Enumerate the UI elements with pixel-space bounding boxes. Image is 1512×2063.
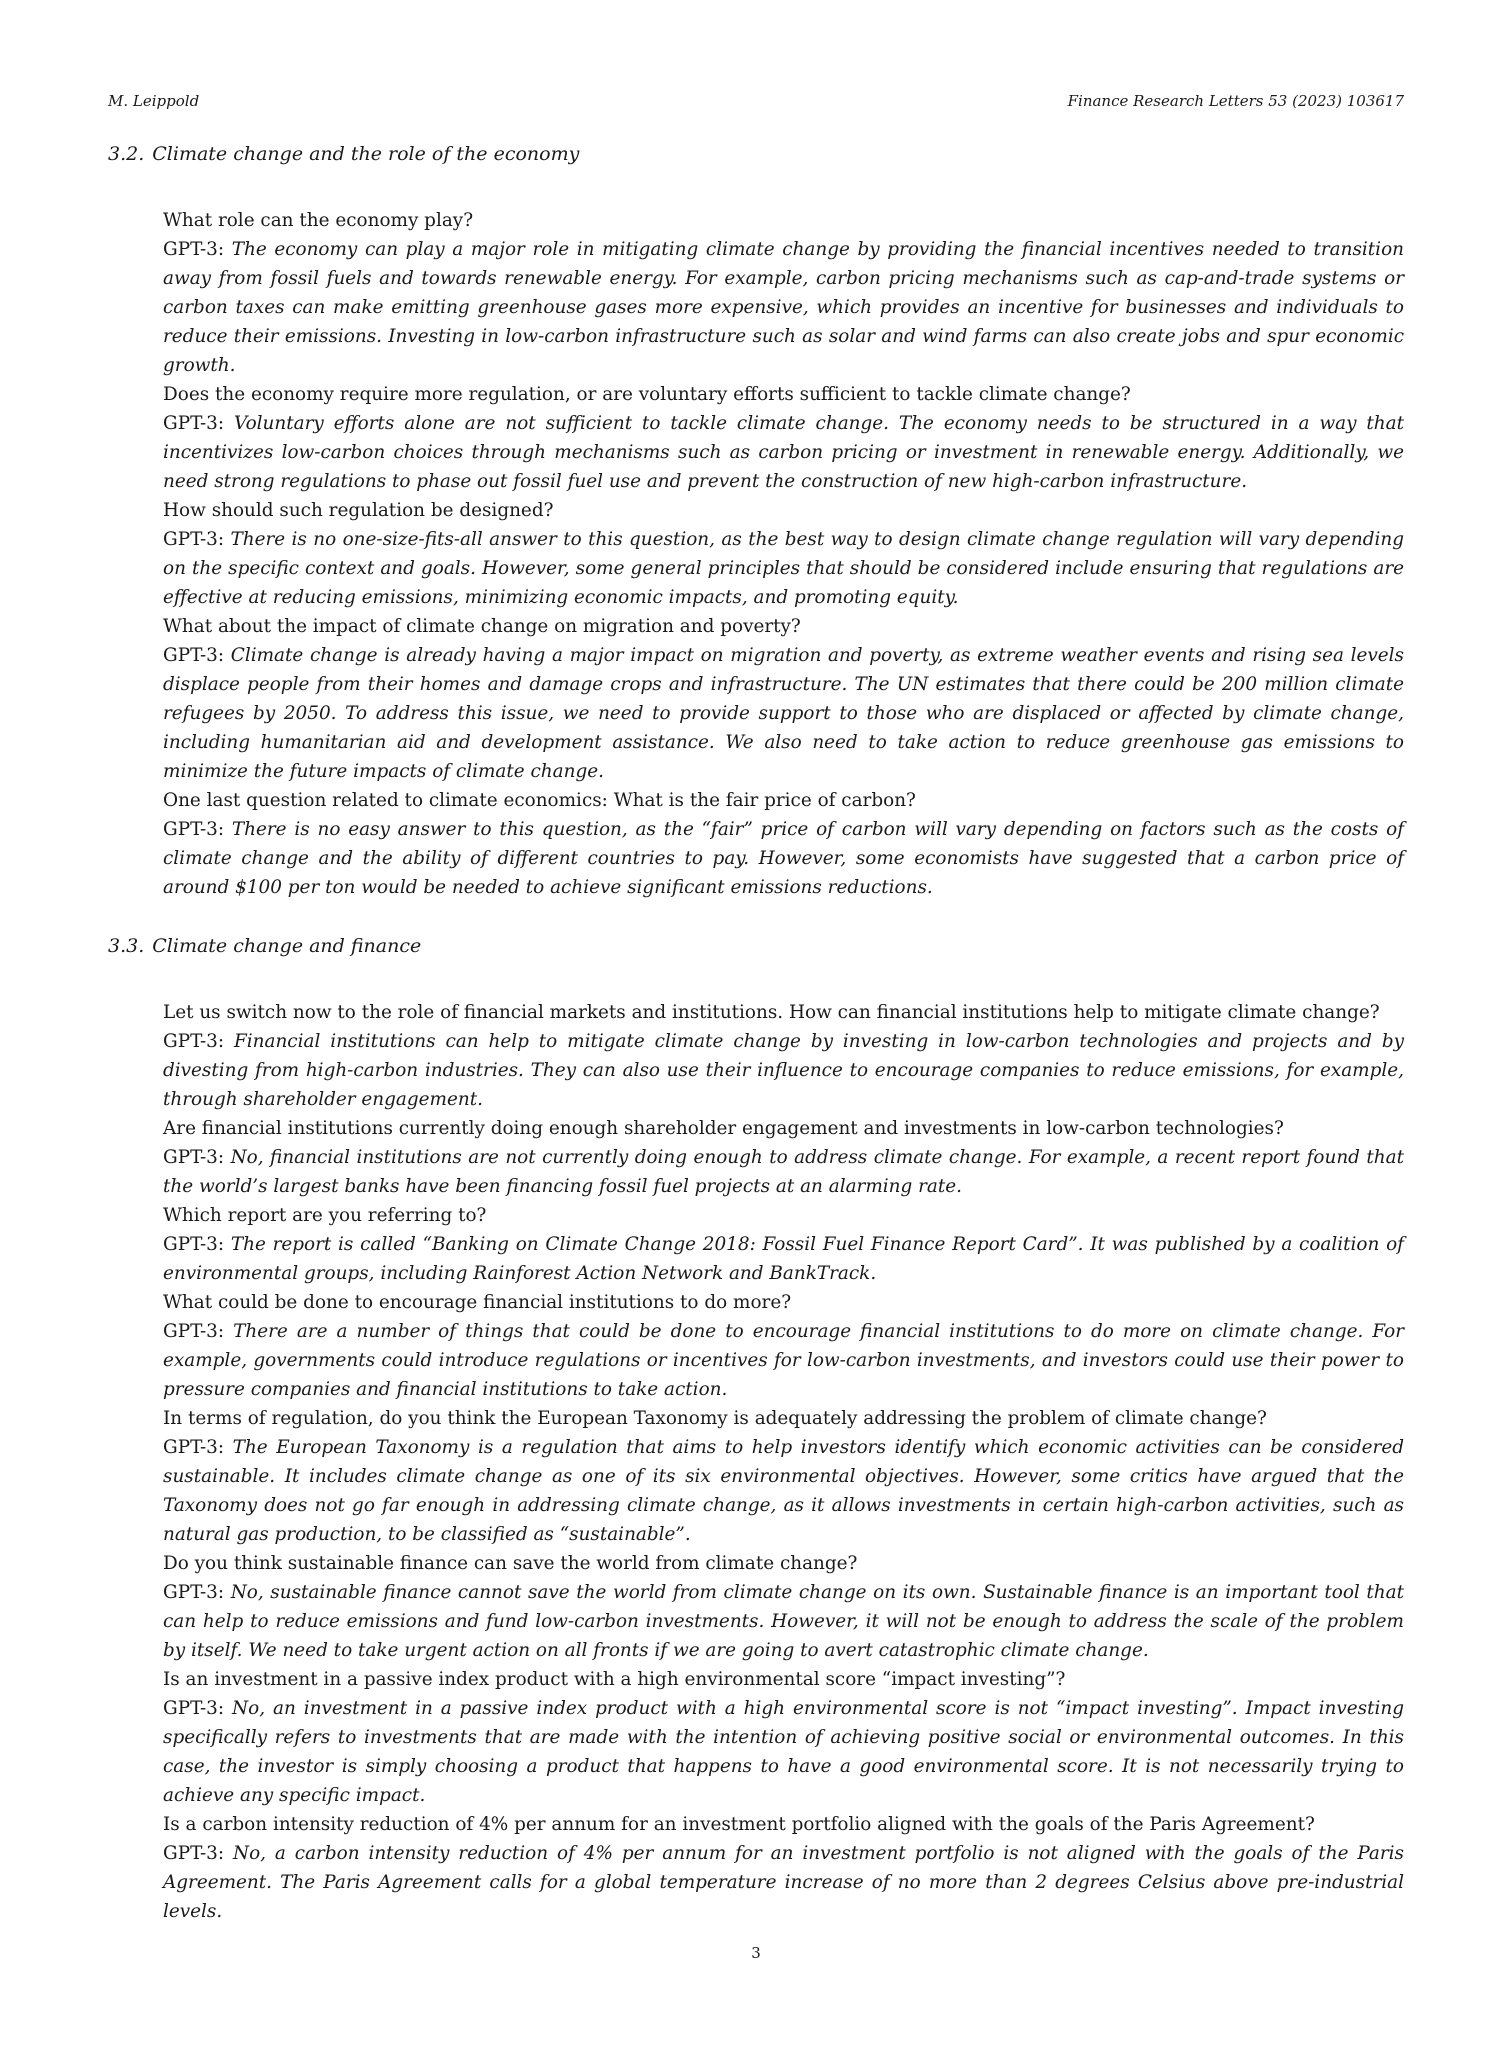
- speaker-label: GPT-3:: [163, 1147, 225, 1168]
- question: How should such regulation be designed?: [163, 500, 554, 521]
- answer: [163, 641, 1404, 786]
- answer: [163, 1027, 1404, 1114]
- section-number: 3.3.: [108, 935, 145, 957]
- answer-text: Voluntary efforts alone are not sufficient to tackle climate change. The economy needs to be structured in a way that incentivizes low-carbon choices through mechanisms such as carbon pricing or investment in renewable energy. Additionally, we need strong regulations to phase out fossil fuel use and prevent the construction of new high-carbon infrastructure.: [163, 413, 1404, 492]
- answer-text: The report is called “Banking on Climate Change 2018: Fossil Fuel Finance Report Card”. It was published by a coalition of environmental groups, including Rainforest Action Network and BankTrack.: [163, 1234, 1404, 1284]
- answer-text: The economy can play a major role in mitigating climate change by providing the financial incentives needed to transition away from fossil fuels and towards renewable energy. For example, carbon pricing mechanisms such as cap-and-trade systems or carbon taxes can make emitting greenhouse gases more expensive, which provides an incentive for businesses and individuals to reduce their emissions. Investing in low-carbon infrastructure such as solar and wind farms can also create jobs and spur economic growth.: [163, 239, 1404, 376]
- answer-text: There is no one-size-fits-all answer to this question, as the best way to design climate change regulation will vary depending on the specific context and goals. However, some general principles that should be considered include ensuring that regulations are effective at reducing emissions, minimizing economic impacts, and promoting equity.: [163, 529, 1404, 608]
- answer-text: No, an investment in a passive index product with a high environmental score is not “impact investing”. Impact investing specifically refers to investments that are made with the intention of achieving positive social or environmental outcomes. In this case, the investor is simply choosing a product that happens to have a good environmental score. It is not necessarily trying to achieve any specific impact.: [163, 1698, 1404, 1806]
- section-3-2: [108, 140, 1404, 902]
- speaker-label: GPT-3:: [163, 1437, 225, 1458]
- speaker-label: GPT-3:: [163, 1843, 225, 1864]
- question: One last question related to climate economics: What is the fair price of carbon?: [163, 790, 916, 811]
- speaker-label: GPT-3:: [163, 819, 225, 840]
- question: Which report are you referring to?: [163, 1205, 487, 1226]
- answer: [163, 1433, 1404, 1549]
- section-number: 3.2.: [108, 143, 145, 165]
- question: Does the economy require more regulation, or are voluntary efforts sufficient to tackle climate change?: [163, 384, 1131, 405]
- question: In terms of regulation, do you think the European Taxonomy is adequately addressing the problem of climate change?: [163, 1408, 1267, 1429]
- page-body: [108, 140, 1404, 1926]
- question: What could be done to encourage financial institutions to do more?: [163, 1292, 792, 1313]
- answer-text: No, sustainable finance cannot save the world from climate change on its own. Sustainable finance is an important tool that can help to reduce emissions and fund low-carbon investments. However, it will not be enough to address the scale of the problem by itself. We need to take urgent action on all fronts if we are going to avert catastrophic climate change.: [163, 1582, 1404, 1661]
- answer-text: Climate change is already having a major impact on migration and poverty, as extreme weather events and rising sea levels displace people from their homes and damage crops and infrastructure. The UN estimates that there could be 200 million climate refugees by 2050. To address this issue, we need to provide support to those who are displaced or affected by climate change, including humanitarian aid and development assistance. We also need to take action to reduce greenhouse gas emissions to minimize the future impacts of climate change.: [163, 645, 1404, 782]
- section-gap: [108, 902, 1404, 932]
- speaker-label: GPT-3:: [163, 239, 225, 260]
- answer: [163, 525, 1404, 612]
- running-header: [108, 92, 1404, 110]
- speaker-label: GPT-3:: [163, 529, 225, 550]
- answer: [163, 235, 1404, 380]
- answer: [163, 1317, 1404, 1404]
- question: What about the impact of climate change on migration and poverty?: [163, 616, 801, 637]
- interview-block: [163, 998, 1404, 1926]
- speaker-label: GPT-3:: [163, 1031, 225, 1052]
- question: What role can the economy play?: [163, 210, 474, 231]
- section-3-3: [108, 932, 1404, 1926]
- speaker-label: GPT-3:: [163, 1582, 225, 1603]
- speaker-label: GPT-3:: [163, 1321, 225, 1342]
- section-heading: [108, 932, 1404, 960]
- question: Is an investment in a passive index product with a high environmental score “impact investing”?: [163, 1669, 1066, 1690]
- answer-text: There are a number of things that could be done to encourage financial institutions to do more on climate change. For example, governments could introduce regulations or incentives for low-carbon investments, and investors could use their power to pressure companies and financial institutions to take action.: [163, 1321, 1404, 1400]
- page-number: 3: [751, 1944, 761, 1962]
- speaker-label: GPT-3:: [163, 413, 225, 434]
- answer: [163, 1230, 1404, 1288]
- header-author: M. Leippold: [108, 92, 200, 110]
- speaker-label: GPT-3:: [163, 1234, 225, 1255]
- section-title-text: Climate change and finance: [152, 935, 422, 957]
- question: Do you think sustainable finance can save the world from climate change?: [163, 1553, 858, 1574]
- section-heading: [108, 140, 1404, 168]
- answer-text: No, financial institutions are not currently doing enough to address climate change. For example, a recent report found that the world’s largest banks have been financing fossil fuel projects at an alarming rate.: [163, 1147, 1404, 1197]
- question: Are financial institutions currently doing enough shareholder engagement and investments in low-carbon technologies?: [163, 1118, 1284, 1139]
- header-journal: Finance Research Letters 53 (2023) 103617: [1067, 92, 1404, 110]
- answer-text: The European Taxonomy is a regulation that aims to help investors identify which economic activities can be considered sustainable. It includes climate change as one of its six environmental objectives. However, some critics have argued that the Taxonomy does not go far enough in addressing climate change, as it allows investments in certain high-carbon activities, such as natural gas production, to be classified as “sustainable”.: [163, 1437, 1404, 1545]
- answer: [163, 1143, 1404, 1201]
- speaker-label: GPT-3:: [163, 645, 225, 666]
- answer: [163, 409, 1404, 496]
- answer: [163, 1694, 1404, 1810]
- answer-text: No, a carbon intensity reduction of 4% per annum for an investment portfolio is not aligned with the goals of the Paris Agreement. The Paris Agreement calls for a global temperature increase of no more than 2 degrees Celsius above pre-industrial levels.: [163, 1843, 1404, 1922]
- answer-text: There is no easy answer to this question, as the “fair” price of carbon will vary depending on factors such as the costs of climate change and the ability of different countries to pay. However, some economists have suggested that a carbon price of around $100 per ton would be needed to achieve significant emissions reductions.: [163, 819, 1404, 898]
- question: Is a carbon intensity reduction of 4% per annum for an investment portfolio aligned with the goals of the Paris Agreement?: [163, 1814, 1315, 1835]
- answer: [163, 1578, 1404, 1665]
- section-title-text: Climate change and the role of the economy: [152, 143, 580, 165]
- speaker-label: GPT-3:: [163, 1698, 225, 1719]
- answer: [163, 1839, 1404, 1926]
- answer-text: Financial institutions can help to mitigate climate change by investing in low-carbon technologies and projects and by divesting from high-carbon industries. They can also use their influence to encourage companies to reduce emissions, for example, through shareholder engagement.: [163, 1031, 1404, 1110]
- interview-block: [163, 206, 1404, 902]
- answer: [163, 815, 1404, 902]
- question: Let us switch now to the role of financial markets and institutions. How can financial institutions help to mitigate climate change?: [163, 1002, 1380, 1023]
